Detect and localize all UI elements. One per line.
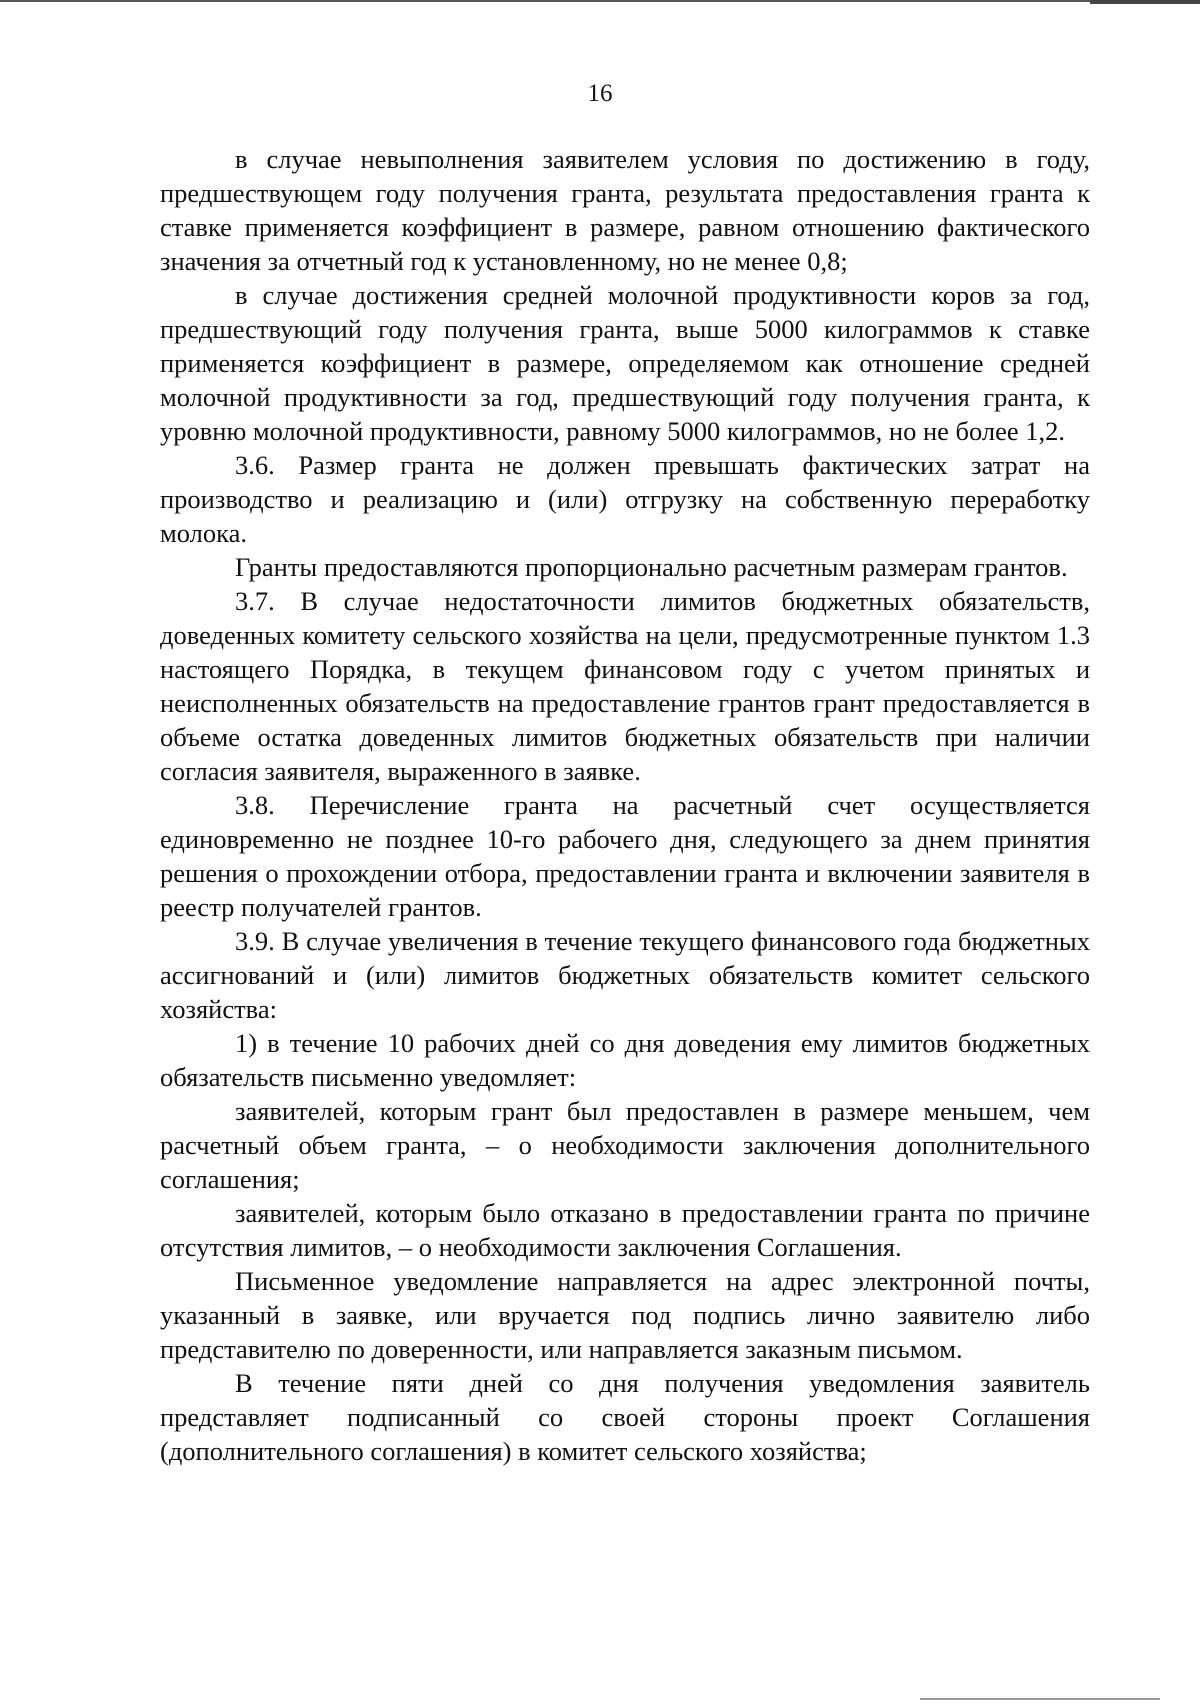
paragraph-applicants-refused: заявителей, которым было отказано в предоставлении гранта по причине отсутствия лимитов, – о необходимости заключения Соглашения. bbox=[160, 1198, 1090, 1262]
paragraph-coefficient-result: в случае невыполнения заявителем условия по достижению в году, предшествующем году получения гранта, результата предоставления гранта к ставке применяется коэффициент в размере, равном отношению фактического значения за отчетный год к установленному, но не менее 0,8; bbox=[160, 144, 1090, 276]
paragraph-3-8: 3.8. Перечисление гранта на расчетный счет осуществляется единовременно не позднее 10-го рабочего дня, следующего за днем принятия решения о прохождении отбора, предоставлении гранта и включении заявителя в реестр получателей грантов. bbox=[160, 790, 1090, 922]
page-number: 16 bbox=[587, 80, 613, 107]
paragraph-five-days: В течение пяти дней со дня получения уведомления заявитель представляет подписанный со своей стороны проект Соглашения (дополнительного соглашения) в комитет сельского хозяйства; bbox=[160, 1368, 1090, 1466]
paragraph-notification: Письменное уведомление направляется на адрес электронной почты, указанный в заявке, или вручается под подпись лично заявителю либо представителю по доверенности, или направляется заказным письмом. bbox=[160, 1266, 1090, 1364]
paragraph-3-9-item-1: 1) в течение 10 рабочих дней со дня доведения ему лимитов бюджетных обязательств письменно уведомляет: bbox=[160, 1028, 1090, 1092]
document-body bbox=[160, 142, 1090, 1468]
paragraph-coefficient-milk: в случае достижения средней молочной продуктивности коров за год, предшествующий году получения гранта, выше 5000 килограммов к ставке применяется коэффициент в размере, определяемом как отношение средней молочной продуктивности за год, предшествующий году получения гранта, к уровню молочной продуктивности, равному 5000 килограммов, но не более 1,2. bbox=[160, 280, 1090, 446]
paragraph-3-9: 3.9. В случае увеличения в течение текущего финансового года бюджетных ассигнований и (или) лимитов бюджетных обязательств комитет сельского хозяйства: bbox=[160, 926, 1090, 1024]
paragraph-proportional: Гранты предоставляются пропорционально расчетным размерам грантов. bbox=[235, 552, 1068, 582]
paragraph-applicants-less: заявителей, которым грант был предоставлен в размере меньшем, чем расчетный объем гранта, – о необходимости заключения дополнительного соглашения; bbox=[160, 1096, 1090, 1194]
paragraph-3-7: 3.7. В случае недостаточности лимитов бюджетных обязательств, доведенных комитету сельского хозяйства на цели, предусмотренные пунктом 1.3 настоящего Порядка, в текущем финансовом году с учетом принятых и неисполненных обязательств на предоставление грантов грант предоставляется в объеме остатка доведенных лимитов бюджетных обязательств при наличии согласия заявителя, выраженного в заявке. bbox=[160, 586, 1090, 786]
scan-top-edge bbox=[0, 0, 1200, 2]
scan-top-edge-mark bbox=[1090, 0, 1200, 4]
paragraph-3-6: 3.6. Размер гранта не должен превышать фактических затрат на производство и реализацию и (или) отгрузку на собственную переработку молока. bbox=[160, 450, 1090, 548]
scan-bottom-mark bbox=[920, 1698, 1160, 1700]
